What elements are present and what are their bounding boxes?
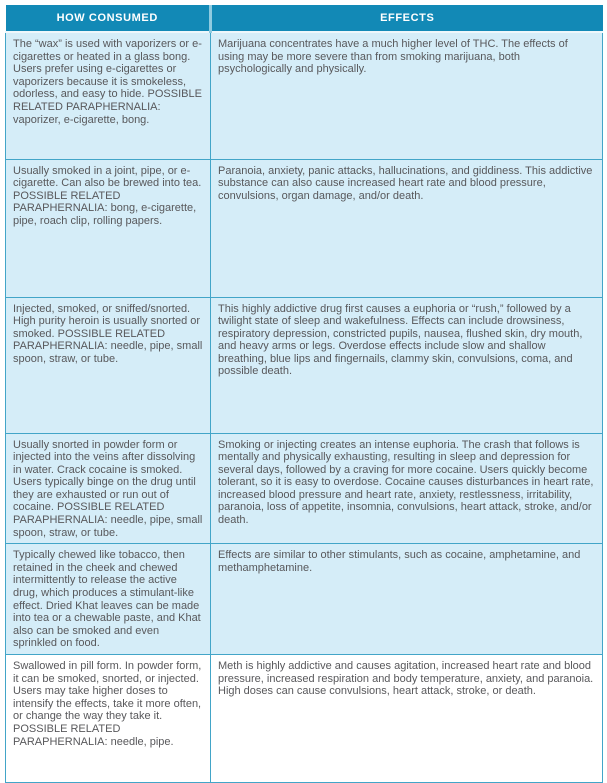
effects-cell: Meth is highly addictive and causes agitation, increased heart rate and blood pressure, increased respiration and body temperature, anxiety, and paranoia. High doses can cause convulsions, heart attack, stroke, or death. bbox=[211, 655, 603, 783]
table-header-row bbox=[6, 5, 603, 32]
column-header-how-consumed: HOW CONSUMED bbox=[6, 5, 211, 32]
how-consumed-cell: Swallowed in pill form. In powder form, it can be smoked, snorted, or injected. Users may take higher doses to intensify the effects, take it more often, or change the way they take it. POSSIBLE RELATED PARAPHERNALIA: needle, pipe. bbox=[6, 655, 211, 783]
column-header-effects: EFFECTS bbox=[211, 5, 603, 32]
table-row bbox=[6, 544, 603, 655]
how-consumed-cell: Usually snorted in powder form or injected into the veins after dissolving in water. Crack cocaine is smoked. Users typically binge on the drug until they are exhausted or run out of cocaine. POSSIBLE RELATED PARAPHERNALIA: needle, pipe, small spoon, straw, or tube. bbox=[6, 433, 211, 544]
table-row bbox=[6, 297, 603, 433]
effects-cell: This highly addictive drug first causes a euphoria or “rush,” followed by a twilight state of sleep and wakefulness. Effects can include drowsiness, respiratory depression, constricted pupils, nausea, flushed skin, dry mouth, and heavy arms or legs. Overdose effects include slow and shallow breathing, blue lips and fingernails, clammy skin, convulsions, coma, and possible death. bbox=[211, 297, 603, 433]
table-row bbox=[6, 32, 603, 159]
effects-cell: Effects are similar to other stimulants, such as cocaine, amphetamine, and methamphetamine. bbox=[211, 544, 603, 655]
table-row bbox=[6, 159, 603, 297]
effects-cell: Marijuana concentrates have a much higher level of THC. The effects of using may be more severe than from smoking marijuana, both psychologically and physically. bbox=[211, 32, 603, 159]
effects-cell: Paranoia, anxiety, panic attacks, hallucinations, and giddiness. This addictive substance can also cause increased heart rate and blood pressure, convulsions, organ damage, and/or death. bbox=[211, 159, 603, 297]
how-consumed-cell: Typically chewed like tobacco, then retained in the cheek and chewed intermittently to release the active drug, which produces a stimulant-like effect. Dried Khat leaves can be made into tea or a chewable paste, and Khat also can be smoked and even sprinkled on food. bbox=[6, 544, 211, 655]
how-consumed-cell: Injected, smoked, or sniffed/snorted. High purity heroin is usually snorted or smoked. POSSIBLE RELATED PARAPHERNALIA: needle, pipe, small spoon, straw, or tube. bbox=[6, 297, 211, 433]
effects-cell: Smoking or injecting creates an intense euphoria. The crash that follows is mentally and physically exhausting, resulting in sleep and depression for several days, followed by a craving for more cocaine. Users quickly become tolerant, so it is easy to overdose. Cocaine causes disturbances in heart rate, increased blood pressure and heart rate, anxiety, restlessness, irritability, paranoia, loss of appetite, insomnia, convulsions, heart attack, stroke, and/or death. bbox=[211, 433, 603, 544]
table-row bbox=[6, 655, 603, 783]
how-consumed-cell: The “wax” is used with vaporizers or e-cigarettes or heated in a glass bong. Users prefer using e-cigarettes or vaporizers because it is smokeless, odorless, and easy to hide. POSSIBLE RELATED PARAPHERNALIA: vaporizer, e-cigarette, bong. bbox=[6, 32, 211, 159]
drug-consumption-effects-table bbox=[5, 5, 603, 783]
how-consumed-cell: Usually smoked in a joint, pipe, or e-cigarette. Can also be brewed into tea. POSSIBLE RELATED PARAPHERNALIA: bong, e-cigarette, pipe, roach clip, rolling papers. bbox=[6, 159, 211, 297]
table-row bbox=[6, 433, 603, 544]
